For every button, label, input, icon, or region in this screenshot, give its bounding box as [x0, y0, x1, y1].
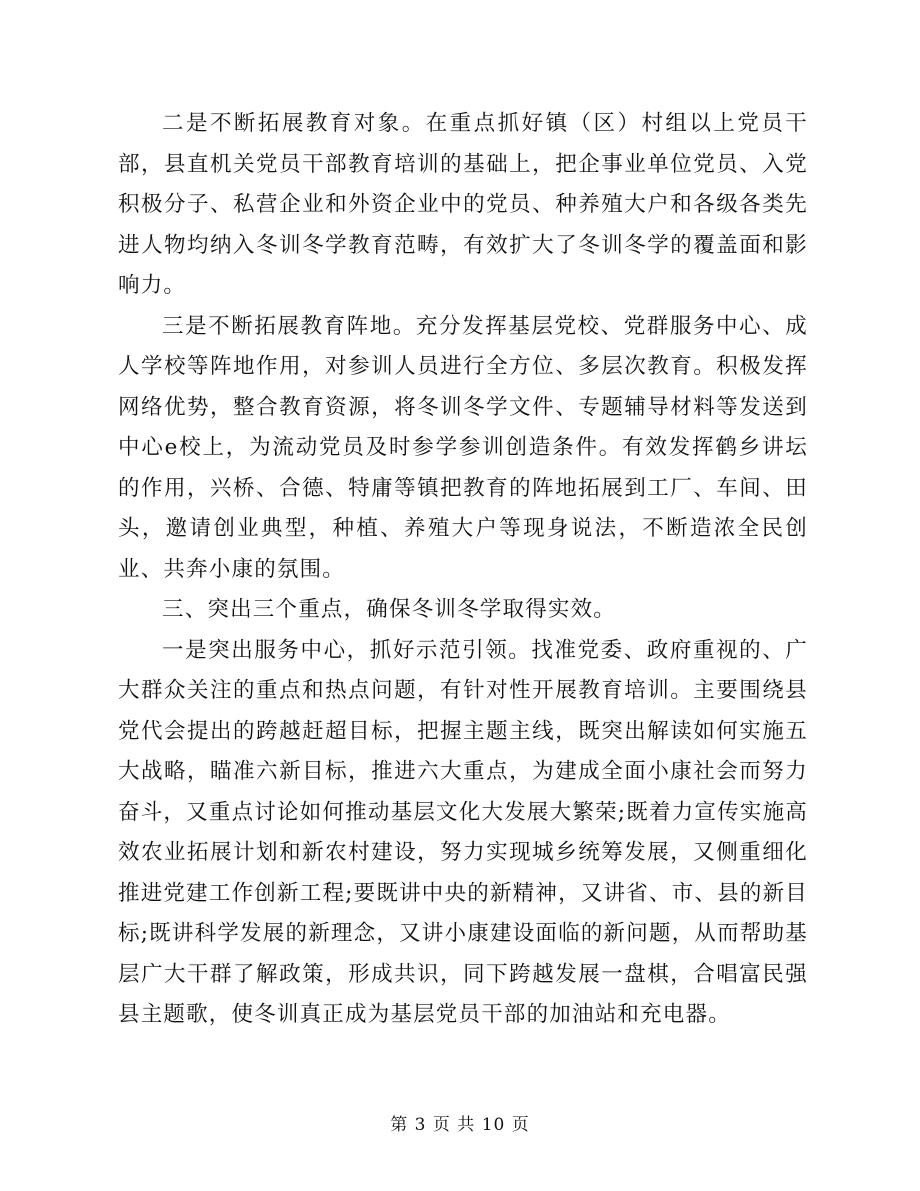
- paragraph-serve-center-demonstration: 一是突出服务中心，抓好示范引领。找准党委、政府重视的、广大群众关注的重点和热点问题，有针对性开展教育培训。主要围绕县党代会提出的跨越赶超目标，把握主题主线，既突出解读如何实施五大战略，瞄准六新目标，推进六大重点，为建成全面小康社会而努力奋斗，又重点讨论如何推动基层文化大发展大繁荣;既着力宣传实施高效农业拓展计划和新农村建设，努力实现城乡统筹发展，又侧重细化推进党建工作创新工程;要既讲中央的新精神，又讲省、市、县的新目标;既讲科学发展的新理念，又讲小康建设面临的新问题，从而帮助基层广大干群了解政策，形成共识，同下跨越发展一盘棋，合唱富民强县主题歌，使冬训真正成为基层党员干部的加油站和充电器。: [118, 637, 808, 1027]
- document-body: [118, 104, 808, 1036]
- section-heading-three-priorities: 三、突出三个重点，确保冬训冬学取得实效。: [162, 597, 617, 622]
- paragraph-expand-education-targets: 二是不断拓展教育对象。在重点抓好镇（区）村组以上党员干部，县直机关党员干部教育培训的基础上，把企事业单位党员、入党积极分子、私营企业和外资企业中的党员、种养殖大户和各级各类先进人物均纳入冬训冬学教育范畴，有效扩大了冬训冬学的覆盖面和影响力。: [118, 111, 808, 298]
- paragraph-expand-education-venues: 三是不断拓展教育阵地。充分发挥基层党校、党群服务中心、成人学校等阵地作用，对参训人员进行全方位、多层次教育。积极发挥网络优势，整合教育资源，将冬训冬学文件、专题辅导材料等发送到中心e校上，为流动党员及时参学参训创造条件。有效发挥鹤乡讲坛的作用，兴桥、合德、特庸等镇把教育的阵地拓展到工厂、车间、田头，邀请创业典型，种植、养殖大户等现身说法，不断造浓全民创业、共奔小康的氛围。: [118, 313, 808, 582]
- page-number-footer: 第 3 页 共 10 页: [390, 1115, 530, 1135]
